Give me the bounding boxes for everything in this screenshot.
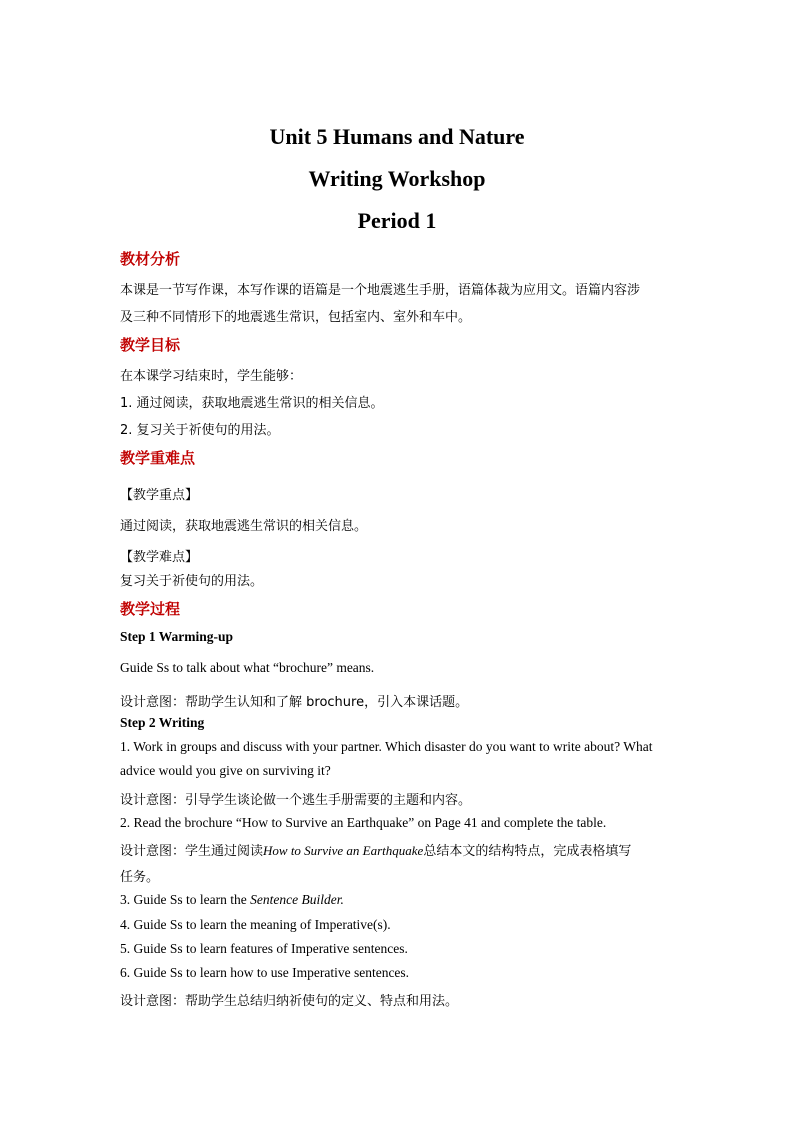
- step2-title: Step 2 Writing: [120, 715, 205, 730]
- item3-sentence-builder: Sentence Builder.: [250, 892, 344, 907]
- item3: [120, 892, 676, 908]
- heading-process: 教学过程: [120, 600, 181, 618]
- item1-line-1: 1. Work in groups and discuss with your partner. Which disaster do you want to write about? What: [120, 739, 653, 754]
- item1-intent: 设计意图：引导学生谈论做一个逃生手册需要的主题和内容。: [120, 793, 472, 808]
- heading-goals: 教学目标: [120, 336, 181, 354]
- item2-intent-b: 总结本文的结构特点，完成表格填写: [423, 844, 632, 859]
- item6: 6. Guide Ss to learn how to use Imperative sentences.: [120, 965, 410, 980]
- heading-keypoints: 教学重难点: [120, 449, 196, 467]
- item5: 5. Guide Ss to learn features of Imperative sentences.: [120, 941, 408, 956]
- analysis-line-1: 本课是一节写作课，本写作课的语篇是一个地震逃生手册，语篇体裁为应用文。语篇内容涉: [120, 283, 641, 298]
- title-workshop: Writing Workshop: [308, 166, 486, 191]
- item2-intent-title: How to Survive an Earthquake: [263, 843, 424, 858]
- final-intent: 设计意图：帮助学生总结归纳祈使句的定义、特点和用法。: [120, 994, 459, 1009]
- item4: 4. Guide Ss to learn the meaning of Imperative(s).: [120, 917, 391, 932]
- title-period: Period 1: [357, 208, 437, 233]
- goal-2: 2. 复习关于祈使句的用法。: [120, 423, 280, 438]
- item2-intent-line-2: 任务。: [120, 870, 160, 885]
- heading-analysis: 教材分析: [120, 250, 181, 268]
- item3-a: 3. Guide Ss to learn the: [120, 892, 251, 907]
- step1-intent: 设计意图：帮助学生认知和了解 brochure，引入本课话题。: [120, 695, 469, 710]
- step1-title: Step 1 Warming-up: [120, 629, 234, 644]
- goal-1: 1. 通过阅读，获取地震逃生常识的相关信息。: [120, 396, 384, 411]
- analysis-line-2: 及三种不同情形下的地震逃生常识，包括室内、室外和车中。: [120, 310, 472, 325]
- key-label: 【教学重点】: [120, 488, 199, 503]
- item2-intent: [120, 840, 676, 859]
- item1-line-2: advice would you give on surviving it?: [120, 763, 331, 778]
- key-text: 通过阅读，获取地震逃生常识的相关信息。: [120, 519, 368, 534]
- step1-text: Guide Ss to talk about what “brochure” means.: [120, 660, 375, 675]
- difficult-text: 复习关于祈使句的用法。: [120, 574, 264, 589]
- goals-intro: 在本课学习结束时，学生能够：: [120, 369, 303, 384]
- title-unit: Unit 5 Humans and Nature: [269, 124, 525, 149]
- difficult-label: 【教学难点】: [120, 550, 199, 565]
- item2: 2. Read the brochure “How to Survive an Earthquake” on Page 41 and complete the table.: [120, 815, 607, 830]
- item2-intent-a: 设计意图：学生通过阅读: [120, 844, 264, 859]
